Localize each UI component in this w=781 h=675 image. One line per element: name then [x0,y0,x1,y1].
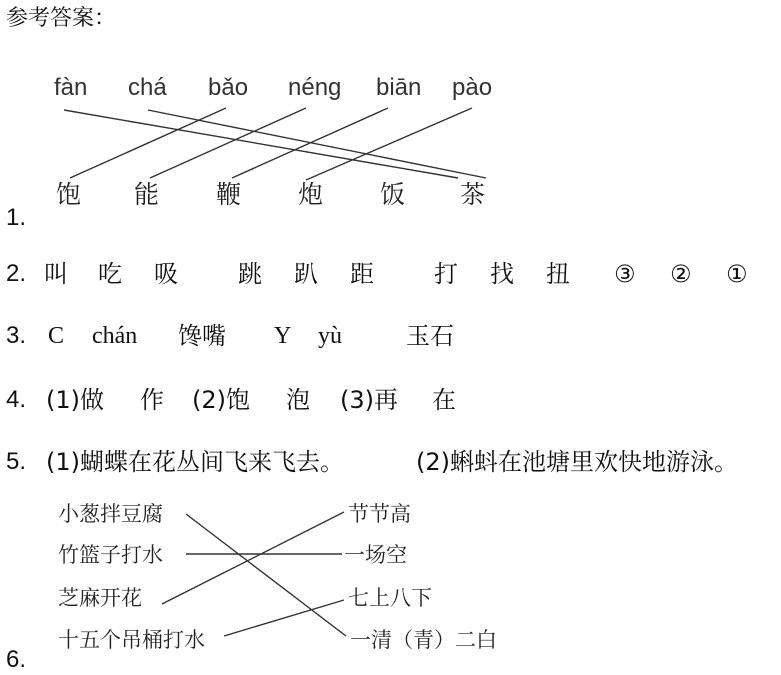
q4-number: 4. [6,386,27,413]
q1-line-neng [150,108,306,178]
q6-right-4: 一清（青）二白 [350,628,497,652]
q6-left-3: 芝麻开花 [58,586,142,610]
q2-word-5: 趴 [294,260,318,288]
q1-char-2: 能 [134,180,160,209]
q5-sentence-1: (1)蝴蝶在花丛间飞来飞去。 [46,448,344,476]
q2-word-9: 扭 [546,260,570,288]
q4-pair-2b: 泡 [286,386,310,414]
q6-left-4: 十五个吊桶打水 [58,628,205,652]
q6-line-1 [186,514,346,636]
q6-right-1: 节节高 [348,502,411,526]
q3-pinyin-1: chán [92,323,138,349]
q4-pair-1: (1)做 [46,386,104,414]
q2-order-3: ① [726,260,748,288]
q3-pinyin-2: yù [318,323,342,349]
q1-line-fan [64,110,458,178]
q2-word-8: 找 [490,260,514,288]
q2-word-6: 距 [350,260,374,288]
q4-pair-2: (2)饱 [192,386,250,414]
q2-word-2: 吃 [98,260,122,288]
q2-number: 2. [6,260,27,287]
q6-right-2: 一场空 [344,543,407,567]
q2-word-1: 叫 [44,260,68,288]
q5-number: 5. [6,448,27,475]
q1-pinyin-3: bǎo [208,74,249,101]
q1-number: 1. [6,204,27,231]
q6-left-2: 竹篮子打水 [58,543,163,567]
q1-char-4: 炮 [298,180,324,209]
q1-pinyin-4: néng [288,74,342,101]
q2-order-1: ③ [614,260,636,288]
q3-letter-1: C [48,323,65,349]
q6-number: 6. [6,646,27,673]
q2-word-3: 吸 [154,260,178,288]
q1-char-6: 茶 [460,180,486,209]
q4-pair-1b: 作 [140,386,164,414]
q6-left-1: 小葱拌豆腐 [58,502,163,526]
q1-pinyin-6: pào [452,74,493,101]
q1-pinyin-2: chá [128,74,167,101]
q3-word-2: 玉石 [406,322,454,350]
q1-char-5: 饭 [380,180,406,209]
q6-line-4 [224,600,344,636]
q2-word-7: 打 [434,260,458,288]
q1-line-bao [70,108,226,178]
q2-word-4: 跳 [238,260,262,288]
q1-char-3: 鞭 [216,180,242,209]
q1-line-pao [306,108,472,180]
q2-order-2: ② [670,260,692,288]
q1-pinyin-5: biān [376,74,422,101]
q4-pair-3: (3)再 [340,386,398,414]
q6-right-3: 七上八下 [348,586,432,610]
page-heading: 参考答案： [6,6,117,31]
q1-char-1: 饱 [56,180,82,209]
q3-number: 3. [6,322,27,349]
q6-line-3 [162,512,344,604]
q1-pinyin-1: fàn [54,74,88,101]
q4-pair-3b: 在 [432,386,456,414]
q5-sentence-2: (2)蝌蚪在池塘里欢快地游泳。 [416,448,738,476]
q3-word-1: 馋嘴 [178,322,226,350]
q3-letter-2: Y [274,323,292,349]
